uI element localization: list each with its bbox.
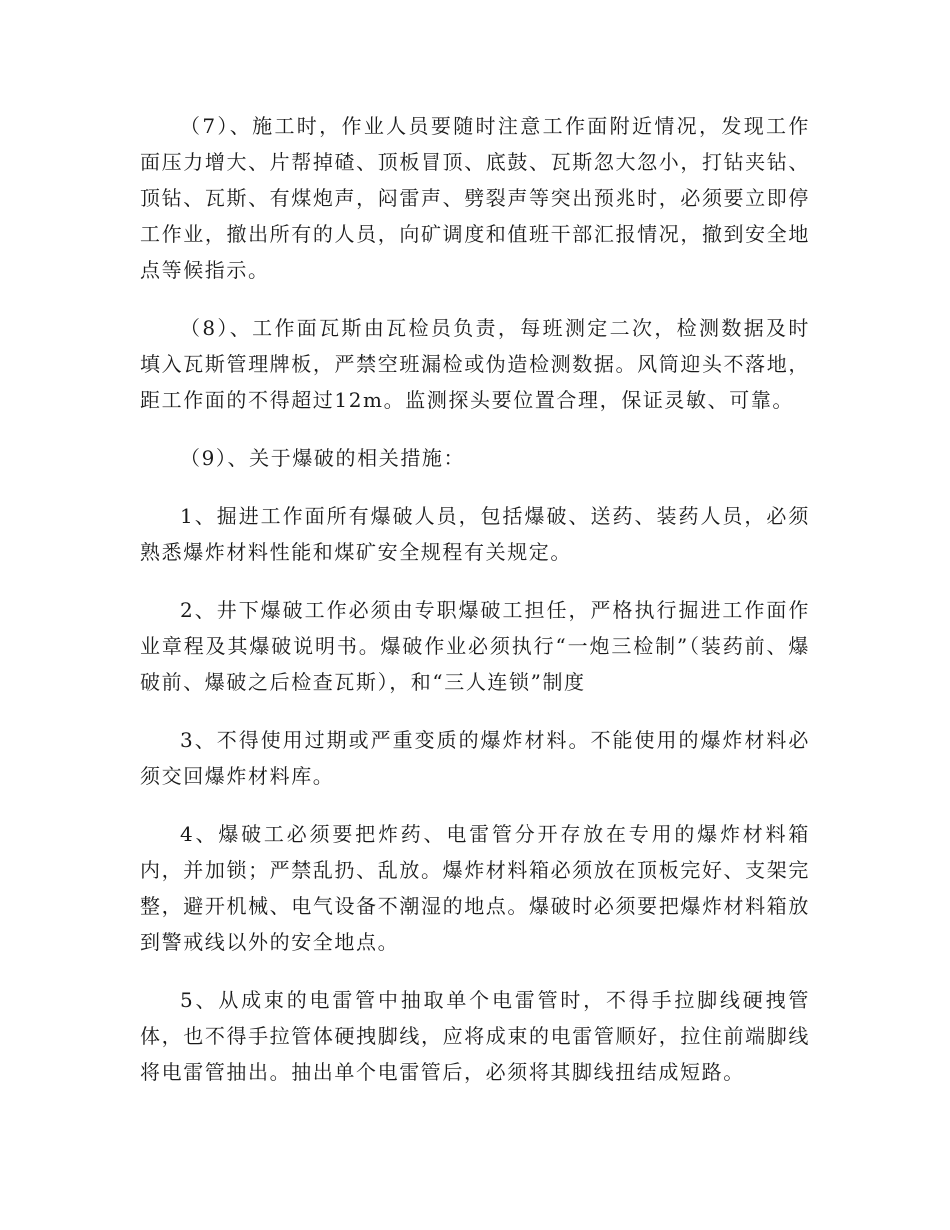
paragraph-blasting-2: 2、井下爆破工作必须由专职爆破工担任，严格执行掘进工作面作业章程及其爆破说明书。爆破作业必须执行“一炮三检制”（装药前、爆破前、爆破之后检查瓦斯），和“三人连锁”制度 [140, 598, 810, 694]
paragraph-blasting-4: 4、爆破工必须要把炸药、电雷管分开存放在专用的爆炸材料箱内，并加锁；严禁乱扔、乱放。爆炸材料箱必须放在顶板完好、支架完整，避开机械、电气设备不潮湿的地点。爆破时必须要把爆炸材料箱放到警戒线以外的安全地点。 [140, 822, 810, 954]
paragraph-blasting-1: 1、掘进工作面所有爆破人员，包括爆破、送药、装药人员，必须熟悉爆炸材料性能和煤矿安全规程有关规定。 [140, 504, 810, 564]
paragraph-item-8: （8）、工作面瓦斯由瓦检员负责，每班测定二次，检测数据及时填入瓦斯管理牌板，严禁空班漏检或伪造检测数据。风筒迎头不落地，距工作面的不得超过12m。监测探头要位置合理，保证灵敏、可靠。 [140, 316, 810, 412]
paragraph-blasting-3: 3、不得使用过期或严重变质的爆炸材料。不能使用的爆炸材料必须交回爆炸材料库。 [140, 728, 810, 788]
paragraph-item-9-heading: （9）、关于爆破的相关措施： [180, 446, 466, 470]
paragraph-blasting-5: 5、从成束的电雷管中抽取单个电雷管时，不得手拉脚线硬拽管体，也不得手拉管体硬拽脚线，应将成束的电雷管顺好，拉住前端脚线将电雷管抽出。抽出单个电雷管后，必须将其脚线扭结成短路。 [140, 988, 810, 1084]
document-body [140, 108, 810, 1112]
paragraph-item-7: （7）、施工时，作业人员要随时注意工作面附近情况，发现工作面压力增大、片帮掉碴、顶板冒顶、底鼓、瓦斯忽大忽小，打钻夹钻、顶钻、瓦斯、有煤炮声，闷雷声、劈裂声等突出预兆时，必须要立即停工作业，撤出所有的人员，向矿调度和值班干部汇报情况，撤到安全地点等候指示。 [140, 114, 810, 282]
